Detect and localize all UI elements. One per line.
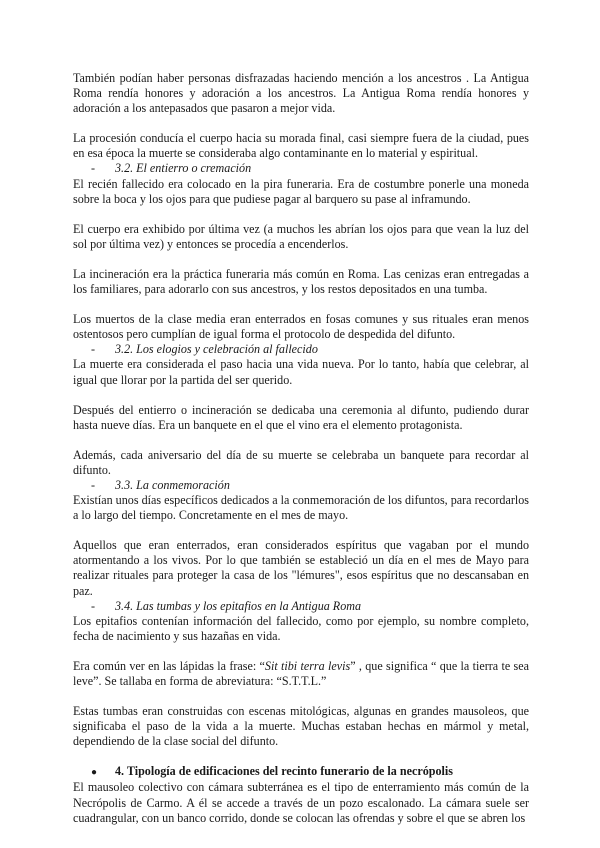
paragraph: También podían haber personas disfrazadas haciendo mención a los ancestros . La Antigua Roma rendía honores y adoración a los ancestros. La Antigua Roma rendía honores y adoración a los antepasados que pasaron a mejor vida. — [73, 71, 529, 116]
paragraph: Los muertos de la clase media eran enterrados en fosas comunes y sus rituales eran menos ostentosos pero cumplían de igual forma el protocolo de despedida del difunto. — [73, 312, 529, 342]
paragraph: La incineración era la práctica funeraria más común en Roma. Las cenizas eran entregadas a los familiares, para adorarlo con sus ancestros, y los restos depositados en una tumba. — [73, 266, 529, 297]
paragraph: La muerte era considerada el paso hacia una vida nueva. Por lo tanto, había que celebrar, al igual que llorar por la partida del ser querido. — [73, 357, 529, 387]
paragraph-quote: Era común ver en las lápidas la frase: “Sit tibi terra levis” , que significa “ que la tierra te sea leve”. Se tallaba en forma de abreviatura: “S.T.T.L.” — [73, 658, 529, 688]
paragraph: Después del entierro o incineración se dedicaba una ceremonia al difunto, pudiendo durar hasta nueve días. Era un banquete en el que el vino era el elemento protagonista. — [73, 402, 529, 432]
subheading-elogios: - 3.2. Los elogios y celebración al fallecido — [91, 342, 318, 357]
paragraph: El recién fallecido era colocado en la pira funeraria. Era de costumbre ponerle una moneda sobre la boca y los ojos para que pudiese pagar al barquero su pase al inframundo. — [73, 176, 529, 206]
subheading-tumbas: - 3.4. Las tumbas y los epitafios en la Antigua Roma — [91, 598, 362, 613]
paragraph: Estas tumbas eran construidas con escenas mitológicas, algunas en grandes mausoleos, que significaba el paso de la vida a la muerte. Muchas estaban hechas en mármol y metal, dependiendo de la clase social del difunto. — [73, 704, 529, 749]
latin-phrase: Sit tibi terra levis — [264, 658, 351, 673]
subheading-entierro: - 3.2. El entierro o cremación — [91, 161, 252, 176]
paragraph: El mausoleo colectivo con cámara subterránea es el tipo de enterramiento más común de la Necrópolis de Carmo. A él se accede a través de un pozo escalonado. La cámara suele ser cuadrangular, con un banco corrido, donde se colocan las ofrendas y sobre el que se abren los — [73, 780, 529, 825]
paragraph: Además, cada aniversario del día de su muerte se celebraba un banquete para recordar al difunto. — [73, 447, 529, 477]
bullet-icon: ● — [91, 767, 98, 779]
paragraph: La procesión conducía el cuerpo hacia su morada final, casi siempre fuera de la ciudad, pues en esa época la muerte se consideraba algo contaminante en lo material y espiritual. — [73, 131, 529, 161]
paragraph: Aquellos que eran enterrados, eran considerados espíritus que vagaban por el mundo atormentando a los vivos. Por lo que también se estableció un día en el mes de Mayo para realizar rituales para proteger la casa de los "lémures", esos espíritus que no descansaban en paz. — [73, 538, 529, 598]
subheading-conmemoracion: - 3.3. La conmemoración — [91, 477, 230, 492]
paragraph: Los epitafios contenían información del fallecido, como por ejemplo, su nombre completo, fecha de nacimiento y sus hazañas en vida. — [73, 613, 529, 643]
section-heading: ● 4. Tipología de edificaciones del recinto funerario de la necrópolis — [73, 764, 529, 780]
paragraph: El cuerpo era exhibido por última vez (a muchos les abrían los ojos para que vean la luz del sol por última vez) y entonces se procedía a encenderlos. — [73, 221, 529, 251]
paragraph: Existían unos días específicos dedicados a la conmemoración de los difuntos, para recordarlos a lo largo del tiempo. Concretamente en el mes de mayo. — [73, 493, 529, 523]
